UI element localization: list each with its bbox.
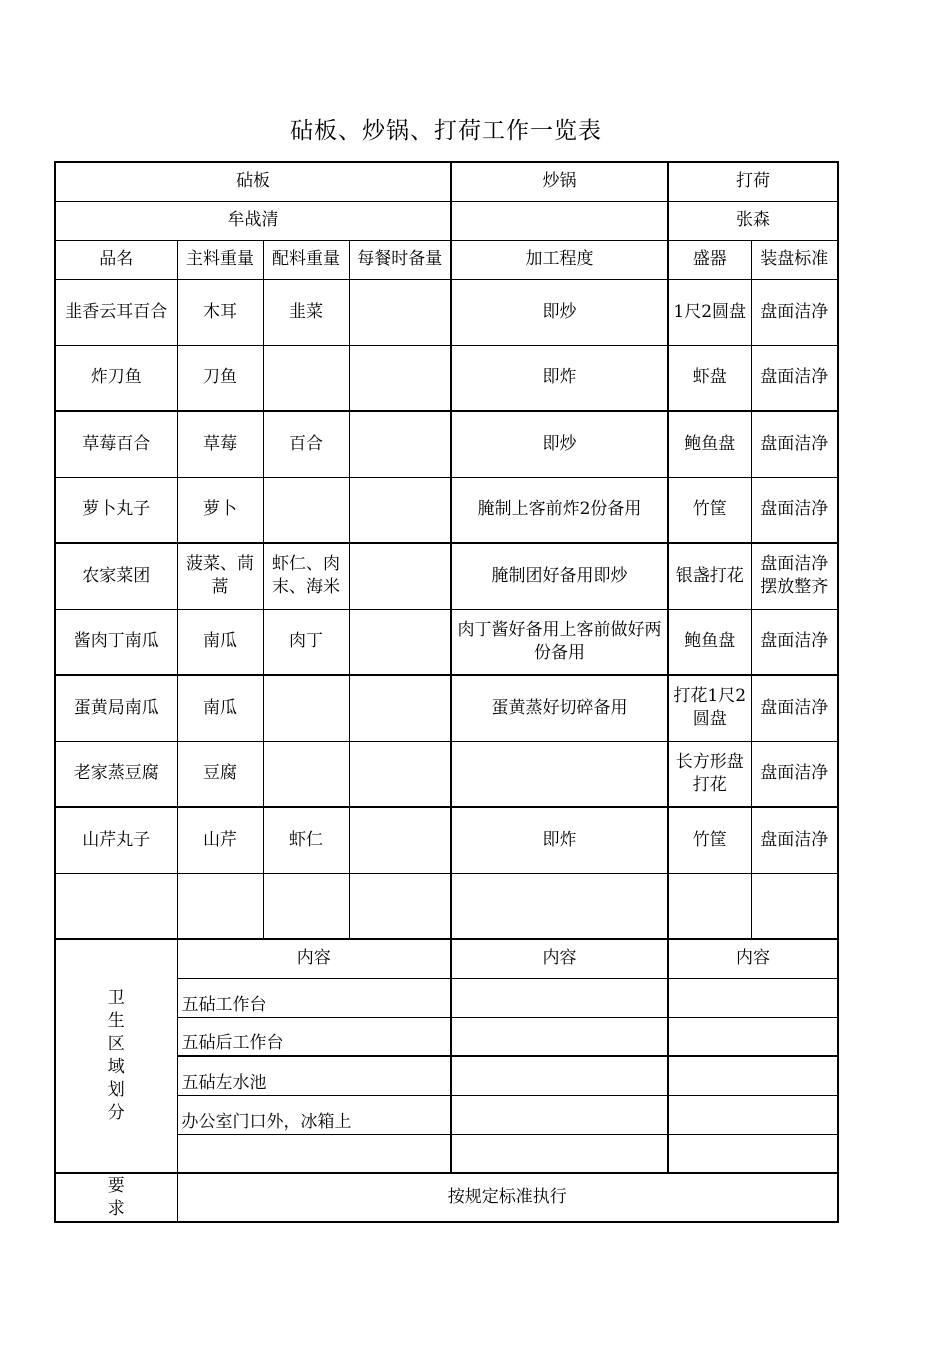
dish-processing: 即炸	[451, 345, 668, 411]
dish-vessel: 虾盘	[668, 345, 751, 411]
dish-vessel: 鲍鱼盘	[668, 411, 751, 477]
dish-plating-standard: 盘面洁净	[751, 675, 838, 741]
hygiene-label-char: 域	[107, 1057, 125, 1077]
col-header-name: 品名	[55, 240, 177, 279]
col-header-side-weight: 配料重量	[263, 240, 349, 279]
hygiene-label-char: 生	[107, 1011, 125, 1031]
dish-name	[55, 873, 177, 939]
dish-vessel: 1尺2圆盘	[668, 279, 751, 345]
dish-per-meal-amount	[349, 609, 451, 675]
requirement-text: 按规定标准执行	[177, 1173, 838, 1222]
hygiene-area-wok	[451, 1056, 668, 1095]
hygiene-area-wok	[451, 1095, 668, 1134]
dish-per-meal-amount	[349, 543, 451, 609]
column-header-row	[55, 240, 838, 279]
hygiene-area-board: 办公室门口外，冰箱上	[177, 1095, 451, 1134]
dish-plating-standard: 盘面洁净	[751, 345, 838, 411]
dish-row	[55, 345, 838, 411]
hygiene-content-header-wok: 内容	[451, 939, 668, 978]
hygiene-content-header-board: 内容	[177, 939, 451, 978]
dish-vessel: 打花1尺2圆盘	[668, 675, 751, 741]
hygiene-area-wok	[451, 1134, 668, 1173]
dish-processing	[451, 741, 668, 807]
dish-processing: 即炒	[451, 411, 668, 477]
dish-name: 韭香云耳百合	[55, 279, 177, 345]
dish-plating-standard: 盘面洁净	[751, 609, 838, 675]
dish-per-meal-amount	[349, 741, 451, 807]
dish-main-ingredient: 南瓜	[177, 609, 263, 675]
dish-main-ingredient: 豆腐	[177, 741, 263, 807]
requirement-label	[55, 1173, 177, 1222]
dish-processing: 即炸	[451, 807, 668, 873]
dish-side-ingredient	[263, 477, 349, 543]
dish-side-ingredient	[263, 345, 349, 411]
section-wok: 炒锅	[451, 162, 668, 201]
dish-processing	[451, 873, 668, 939]
dish-per-meal-amount	[349, 279, 451, 345]
dish-per-meal-amount	[349, 807, 451, 873]
hygiene-label-char: 区	[107, 1034, 125, 1054]
dish-row	[55, 807, 838, 873]
dish-name: 山芹丸子	[55, 807, 177, 873]
dish-plating-standard: 盘面洁净	[751, 807, 838, 873]
dish-row	[55, 609, 838, 675]
dish-main-ingredient	[177, 873, 263, 939]
dish-side-ingredient: 虾仁、肉末、海米	[263, 543, 349, 609]
dish-vessel	[668, 873, 751, 939]
hygiene-area-plating	[668, 978, 838, 1017]
dish-plating-standard: 盘面洁净	[751, 741, 838, 807]
dish-main-ingredient: 木耳	[177, 279, 263, 345]
dish-plating-standard: 盘面洁净摆放整齐	[751, 543, 838, 609]
dish-per-meal-amount	[349, 675, 451, 741]
dish-processing: 腌制上客前炸2份备用	[451, 477, 668, 543]
hygiene-area-plating	[668, 1056, 838, 1095]
section-header-row	[55, 162, 838, 201]
dish-row	[55, 279, 838, 345]
hygiene-area-plating	[668, 1095, 838, 1134]
dish-vessel: 鲍鱼盘	[668, 609, 751, 675]
dish-main-ingredient: 南瓜	[177, 675, 263, 741]
hygiene-label-char: 划	[107, 1080, 125, 1100]
hygiene-area-board: 五砧左水池	[177, 1056, 451, 1095]
requirement-row	[55, 1173, 838, 1222]
requirement-label-char: 要	[107, 1175, 125, 1196]
dish-per-meal-amount	[349, 477, 451, 543]
dish-vessel: 竹筐	[668, 477, 751, 543]
dish-name: 酱肉丁南瓜	[55, 609, 177, 675]
dish-per-meal-amount	[349, 411, 451, 477]
hygiene-area-board	[177, 1134, 451, 1173]
hygiene-content-header-plating: 内容	[668, 939, 838, 978]
dish-plating-standard: 盘面洁净	[751, 279, 838, 345]
hygiene-header-row	[55, 939, 838, 978]
col-header-vessel: 盛器	[668, 240, 751, 279]
work-table	[54, 161, 839, 1223]
requirement-label-char: 求	[107, 1198, 125, 1219]
dish-plating-standard: 盘面洁净	[751, 477, 838, 543]
dish-side-ingredient: 韭菜	[263, 279, 349, 345]
section-chopping-board: 砧板	[55, 162, 451, 201]
dish-main-ingredient: 萝卜	[177, 477, 263, 543]
dish-name: 蛋黄局南瓜	[55, 675, 177, 741]
dish-vessel: 长方形盘打花	[668, 741, 751, 807]
hygiene-area-plating	[668, 1134, 838, 1173]
dish-processing: 即炒	[451, 279, 668, 345]
dish-main-ingredient: 菠菜、茼蒿	[177, 543, 263, 609]
staff-chopping-board: 牟战清	[55, 201, 451, 240]
dish-per-meal-amount	[349, 345, 451, 411]
staff-row	[55, 201, 838, 240]
dish-plating-standard	[751, 873, 838, 939]
dish-name: 农家菜团	[55, 543, 177, 609]
hygiene-area-label	[55, 939, 177, 1173]
staff-wok	[451, 201, 668, 240]
section-plating: 打荷	[668, 162, 838, 201]
dish-vessel: 银盏打花	[668, 543, 751, 609]
dish-row	[55, 741, 838, 807]
dish-per-meal-amount	[349, 873, 451, 939]
dish-side-ingredient	[263, 741, 349, 807]
col-header-per-meal: 每餐时备量	[349, 240, 451, 279]
dish-side-ingredient: 百合	[263, 411, 349, 477]
dish-processing: 腌制团好备用即炒	[451, 543, 668, 609]
staff-plating: 张森	[668, 201, 838, 240]
hygiene-label-char: 卫	[107, 988, 125, 1008]
dish-row	[55, 477, 838, 543]
dish-row	[55, 411, 838, 477]
dish-row	[55, 873, 838, 939]
dish-main-ingredient: 刀鱼	[177, 345, 263, 411]
dish-side-ingredient: 肉丁	[263, 609, 349, 675]
dish-side-ingredient	[263, 675, 349, 741]
dish-processing: 肉丁酱好备用上客前做好两份备用	[451, 609, 668, 675]
hygiene-label-char: 分	[107, 1103, 125, 1123]
dish-row	[55, 543, 838, 609]
dish-name: 炸刀鱼	[55, 345, 177, 411]
col-header-plating-standard: 装盘标准	[751, 240, 838, 279]
dish-side-ingredient	[263, 873, 349, 939]
hygiene-area-plating	[668, 1017, 838, 1056]
dish-name: 萝卜丸子	[55, 477, 177, 543]
dish-vessel: 竹筐	[668, 807, 751, 873]
hygiene-area-wok	[451, 1017, 668, 1056]
col-header-main-weight: 主料重量	[177, 240, 263, 279]
hygiene-area-wok	[451, 978, 668, 1017]
dish-main-ingredient: 草莓	[177, 411, 263, 477]
page-title: 砧板、炒锅、打荷工作一览表	[290, 118, 602, 144]
dish-main-ingredient: 山芹	[177, 807, 263, 873]
dish-side-ingredient: 虾仁	[263, 807, 349, 873]
col-header-processing: 加工程度	[451, 240, 668, 279]
hygiene-area-board: 五砧后工作台	[177, 1017, 451, 1056]
dish-processing: 蛋黄蒸好切碎备用	[451, 675, 668, 741]
dish-plating-standard: 盘面洁净	[751, 411, 838, 477]
dish-name: 老家蒸豆腐	[55, 741, 177, 807]
dish-name: 草莓百合	[55, 411, 177, 477]
dish-row	[55, 675, 838, 741]
hygiene-area-board: 五砧工作台	[177, 978, 451, 1017]
